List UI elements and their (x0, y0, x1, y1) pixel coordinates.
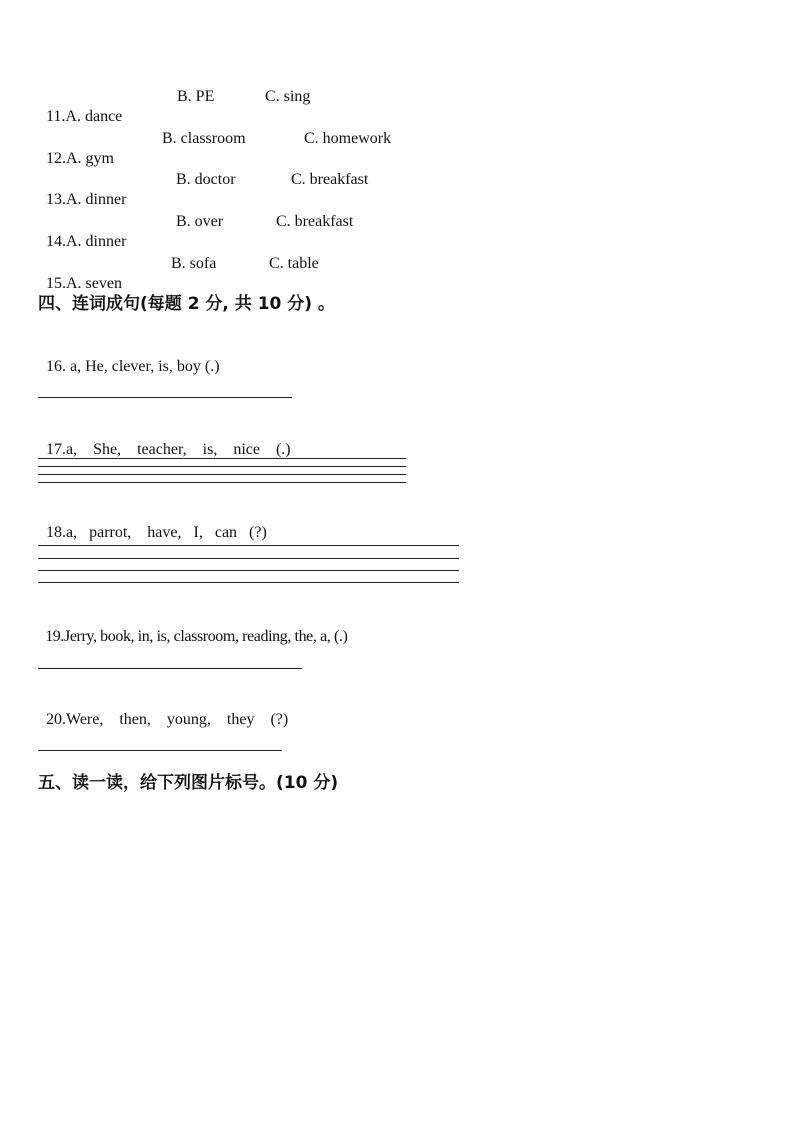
answer-line[interactable] (38, 466, 406, 467)
question-number: 15. (46, 275, 66, 292)
option-b: B. classroom (162, 130, 246, 147)
option-c: C. homework (304, 130, 392, 147)
scrambled-words: Jerry, book, in, is, classroom, reading, the, a, (.) (64, 628, 348, 645)
scrambled-words: a, parrot, have, I, can (?) (66, 524, 267, 541)
question-number: 20. (46, 711, 66, 728)
sentence-question-18 (38, 503, 267, 543)
question-number: 14. (46, 233, 66, 250)
sentence-question-19 (38, 607, 347, 647)
section-4-heading: 四、连词成句(每题 2 分, 共 10 分) 。 (38, 294, 335, 314)
option-a: A. gym (66, 150, 114, 167)
answer-line[interactable] (38, 570, 459, 571)
option-a: A. seven (66, 275, 122, 292)
answer-line[interactable] (38, 668, 302, 669)
answer-line[interactable] (38, 582, 459, 583)
answer-line[interactable] (38, 482, 406, 483)
question-number: 11. (46, 108, 66, 125)
question-number: 13. (46, 191, 66, 208)
question-number: 19. (45, 628, 65, 645)
scrambled-words: a, She, teacher, is, nice (.) (66, 441, 291, 458)
option-b: B. PE (177, 88, 215, 105)
scrambled-words: a, He, clever, is, boy (.) (66, 358, 220, 375)
option-a: A. dinner (66, 233, 127, 250)
option-c: C. table (269, 255, 319, 272)
answer-line[interactable] (38, 750, 282, 751)
scrambled-words: Were, then, young, they (?) (66, 711, 289, 728)
answer-line[interactable] (38, 558, 459, 559)
answer-line[interactable] (38, 545, 459, 546)
answer-line[interactable] (38, 474, 406, 475)
question-number: 12. (46, 150, 66, 167)
answer-line[interactable] (38, 397, 292, 398)
option-c: C. breakfast (291, 171, 369, 188)
option-b: B. doctor (176, 171, 236, 188)
sentence-question-17 (38, 420, 291, 460)
answer-line[interactable] (38, 458, 406, 459)
sentence-question-20 (38, 690, 288, 730)
option-a: A. dance (65, 108, 123, 125)
question-number: 17. (46, 441, 66, 458)
option-b: B. over (176, 213, 224, 230)
question-number: 18. (46, 524, 66, 541)
section-5-heading: 五、读一读，给下列图片标号。(10 分) (38, 773, 339, 793)
option-c: C. sing (265, 88, 311, 105)
option-a: A. dinner (66, 191, 127, 208)
option-c: C. breakfast (276, 213, 354, 230)
option-b: B. sofa (171, 255, 217, 272)
sentence-question-16 (38, 337, 220, 377)
question-number: 16. (46, 358, 66, 375)
